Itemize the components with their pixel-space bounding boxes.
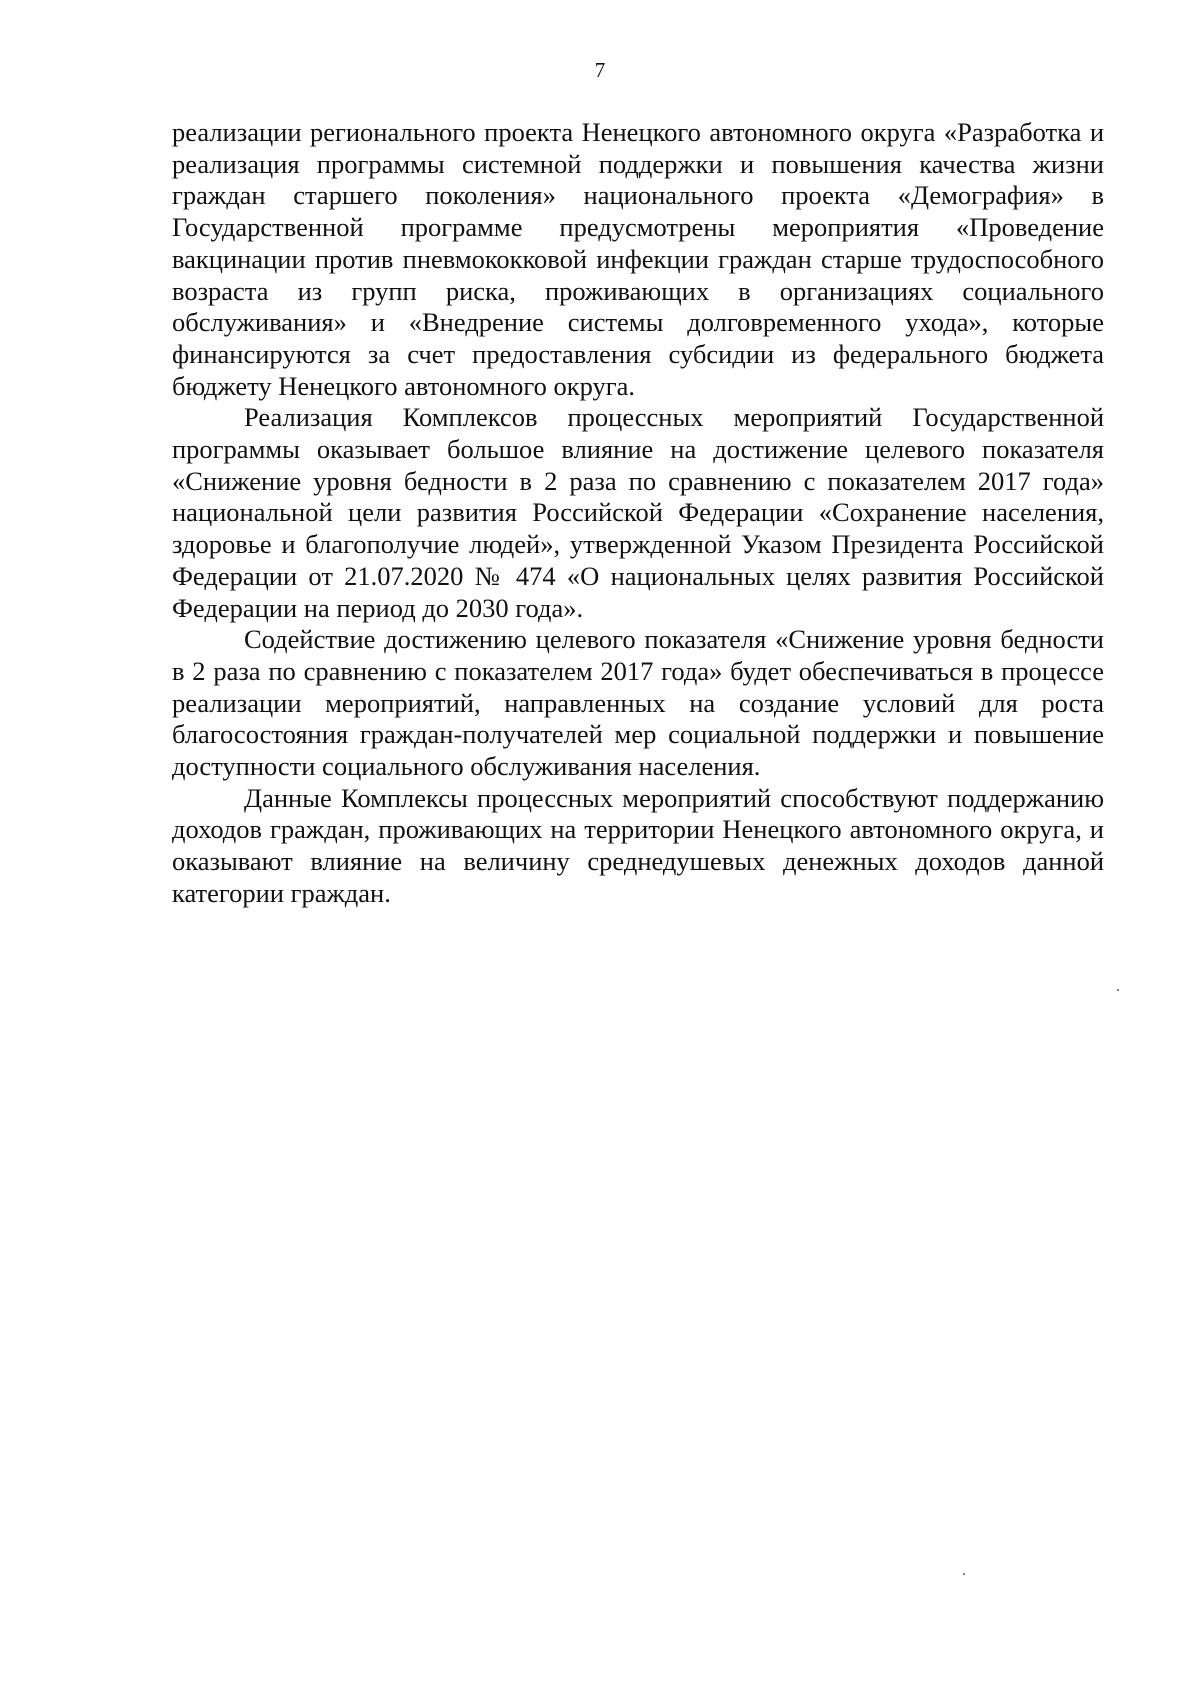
paragraph-poverty-target: Содействие достижению целевого показателя «Снижение уровня бедности в 2 раза по сравнению с показателем 2017 года» будет обеспечиваться в процессе реализации мероприятий, направленных на создание условий для роста благосостояния граждан-получателей мер социальной поддержки и повышение доступности социального обслуживания населения. <box>172 624 1104 782</box>
body-text <box>172 117 1104 910</box>
paragraph-income-support: Данные Комплексы процессных мероприятий способствуют поддержанию доходов граждан, проживающих на территории Ненецкого автономного округа, и оказывают влияние на величину среднедушевых денежных доходов данной категории граждан. <box>172 782 1104 908</box>
scan-speck <box>963 1573 965 1575</box>
paragraph-complexes-influence: Реализация Комплексов процессных мероприятий Государственной программы оказывает большое влияние на достижение целевого показателя «Снижение уровня бедности в 2 раза по сравнению с показателем 2017 года» национальной цели развития Российской Федерации «Сохранение населения, здоровье и благополучие людей», утвержденной Указом Президента Российской Федерации от 21.07.2020 № 474 «О национальных целях развития Российской Федерации на период до 2030 года». <box>172 402 1104 623</box>
paragraph-continuation: реализации регионального проекта Ненецкого автономного округа «Разработка и реализация программы системной поддержки и повышения качества жизни граждан старшего поколения» национального проекта «Демография» в Государственной программе предусмотрены мероприятия «Проведение вакцинации против пневмококковой инфекции граждан старше трудоспособного возраста из групп риска, проживающих в организациях социального обслуживания» и «Внедрение системы долговременного ухода», которые финансируются за счет предоставления субсидии из федерального бюджета бюджету Ненецкого автономного округа. <box>172 117 1104 401</box>
page-number: 7 <box>594 58 606 82</box>
scan-speck <box>1117 989 1119 991</box>
